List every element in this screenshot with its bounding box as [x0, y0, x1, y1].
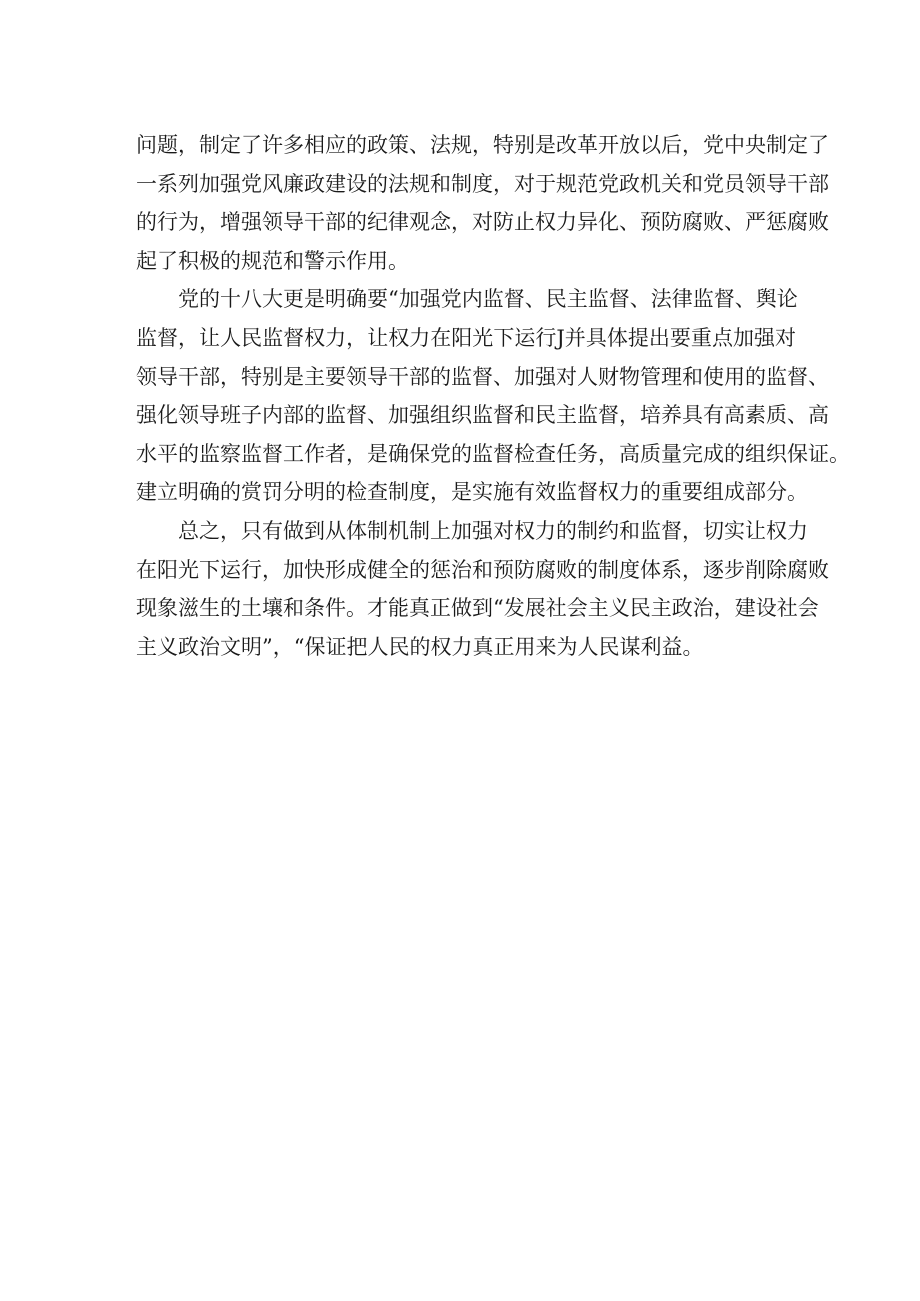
text-line: 主义政治文明”，“保证把人民的权力真正用来为人民谋利益。: [136, 634, 704, 659]
text-line: 总之，只有做到从体制机制上加强对权力的制约和监督，切实让权力: [178, 518, 808, 543]
text-line: 在阳光下运行，加快形成健全的惩治和预防腐败的制度体系，逐步削除腐败: [136, 557, 829, 582]
text-line: 问题，制定了许多相应的政策、法规，特别是改革开放以后，党中央制定了: [136, 133, 829, 157]
text-line: 现象滋生的土壤和条件。才能真正做到“发展社会主义民主政治，建设社会: [136, 596, 819, 621]
text-line: 强化领导班子内部的监督、加强组织监督和民主监督，培养具有高素质、高: [136, 403, 829, 428]
text-line: 建立明确的赏罚分明的检查制度，是实施有效监督权力的重要组成部分。: [136, 480, 808, 505]
text-line: 领导干部，特别是主要领导干部的监督、加强对人财物管理和使用的监督、: [136, 364, 829, 389]
text-line: 水平的监察监督工作者，是确保党的监督检查任务，高质量完成的组织保证。: [136, 441, 850, 466]
paragraph-3: [136, 512, 829, 666]
text-line: 监督，让人民监督权力，让权力在阳光下运行J并具体提出要重点加强对: [136, 325, 796, 350]
text-line: 党的十八大更是明确要“加强党内监督、民主监督、法律监督、舆论: [178, 287, 798, 312]
paragraph-1: [136, 126, 829, 280]
paragraph-2: [136, 280, 850, 512]
text-line: 起了积极的规范和警示作用。: [136, 248, 409, 273]
text-line: 的行为，增强领导干部的纪律观念，对防止权力异化、预防腐败、严惩腐败: [136, 210, 829, 235]
text-line: 一系列加强党风廉政建设的法规和制度，对于规范党政机关和党员领导干部: [136, 171, 829, 196]
document-body: [136, 126, 850, 666]
